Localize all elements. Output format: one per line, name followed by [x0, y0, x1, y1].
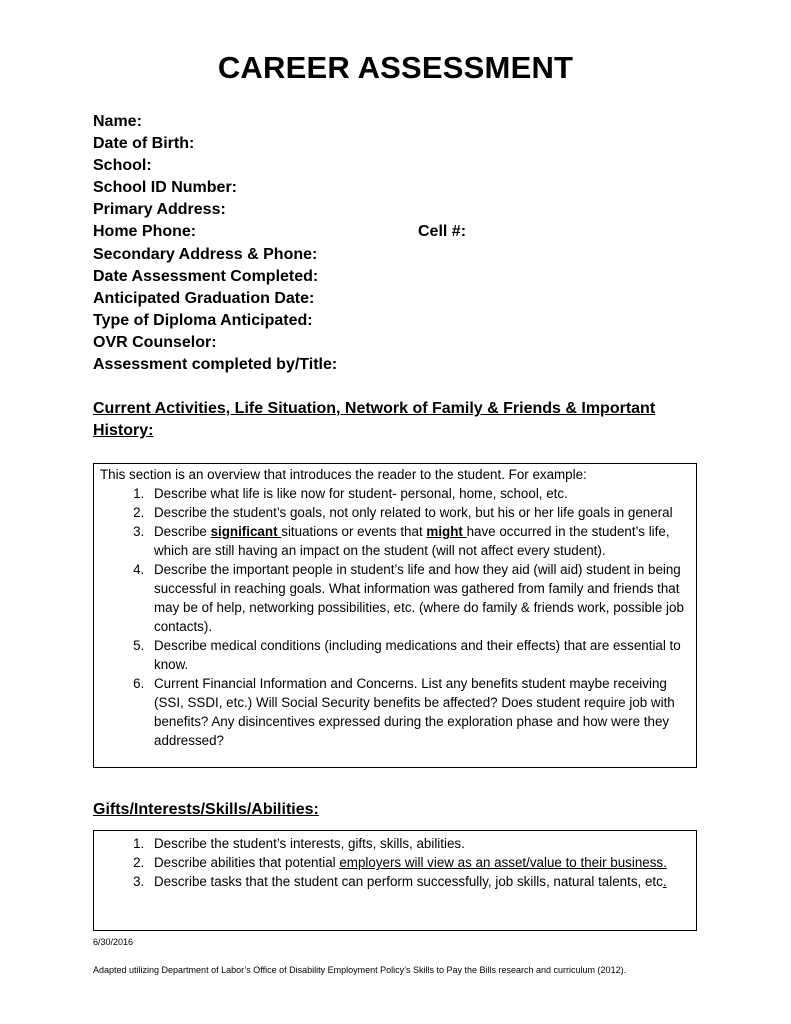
info-fields	[93, 111, 713, 376]
instructions-intro: This section is an overview that introduces the reader to the student. For example:	[100, 467, 587, 482]
section-heading-gifts-interests: Gifts/Interests/Skills/Abilities:	[93, 801, 319, 818]
list-item-text: Describe abilities that potential	[154, 855, 340, 870]
date-completed-field-label: Date Assessment Completed:	[93, 267, 319, 285]
secondary-address-field-label: Secondary Address & Phone:	[93, 245, 318, 263]
list-item: 1. Describe the student’s interests, gifts, skills, abilities.	[148, 834, 692, 853]
phone-row	[93, 221, 713, 243]
list-item: 5. Describe medical conditions (including medications and their effects) that are essential to know.	[148, 636, 692, 674]
list-item: 4. Describe the important people in student’s life and how they aid (will aid) student in being successful in reaching goals. What information was gathered from family and friends that may be of help, networking possibilities, etc. (where do family & friends work, possible job contacts).	[148, 560, 692, 636]
current-activities-list	[100, 484, 692, 750]
underlined-period: .	[662, 874, 667, 889]
list-item-text: Describe	[154, 524, 211, 539]
list-item-text: situations or events that	[281, 524, 427, 539]
completed-by-field-label: Assessment completed by/Title:	[93, 356, 338, 374]
cell-field-label: Cell #:	[418, 223, 467, 241]
list-item	[148, 853, 692, 872]
gifts-interests-list	[100, 834, 692, 891]
diploma-type-field-label: Type of Diploma Anticipated:	[93, 311, 313, 329]
list-item: 6. Current Financial Information and Concerns. List any benefits student maybe receiving (SSI, SSDI, etc.) Will Social Security benefits be affected? Does student require job with benefits? Any disincentives expressed during the exploration phase and how were they addressed?	[148, 674, 692, 750]
section-heading-current-activities: Current Activities, Life Situation, Network of Family & Friends & Important History:	[93, 400, 656, 439]
underlined-text: employers will view as an asset/value to their business.	[339, 855, 667, 870]
school-id-field-label: School ID Number:	[93, 179, 238, 197]
list-item-text: Describe tasks that the student can perform successfully, job skills, natural talents, etc	[154, 874, 663, 889]
emphasis-might: might	[426, 524, 467, 539]
school-field-label: School:	[93, 157, 152, 175]
list-item: 2. Describe the student’s goals, not only related to work, but his or her life goals in general	[148, 503, 692, 522]
home-phone-field-label: Home Phone:	[93, 223, 197, 241]
list-item-text: have occurred in the student’s life, which are still having an impact on the student (will not affect every student).	[154, 524, 670, 558]
current-activities-instructions-box	[93, 463, 697, 768]
ovr-counselor-field-label: OVR Counselor:	[93, 333, 217, 351]
document-title: CAREER ASSESSMENT	[217, 50, 574, 85]
graduation-date-field-label: Anticipated Graduation Date:	[93, 289, 315, 307]
name-field-label: Name:	[93, 113, 142, 130]
gifts-interests-instructions-box	[93, 830, 697, 931]
footer-attribution: Adapted utilizing Department of Labor’s Office of Disability Employment Policy’s Skills to Pay the Bills research and curriculum (2012).	[93, 965, 627, 975]
list-item: 1. Describe what life is like now for student- personal, home, school, etc.	[148, 484, 692, 503]
document-date: 6/30/2016	[93, 937, 134, 947]
emphasis-significant: significant	[210, 524, 282, 539]
primary-address-field-label: Primary Address:	[93, 201, 226, 219]
dob-field-label: Date of Birth:	[93, 135, 195, 153]
list-item	[148, 522, 692, 560]
list-item	[148, 872, 692, 891]
